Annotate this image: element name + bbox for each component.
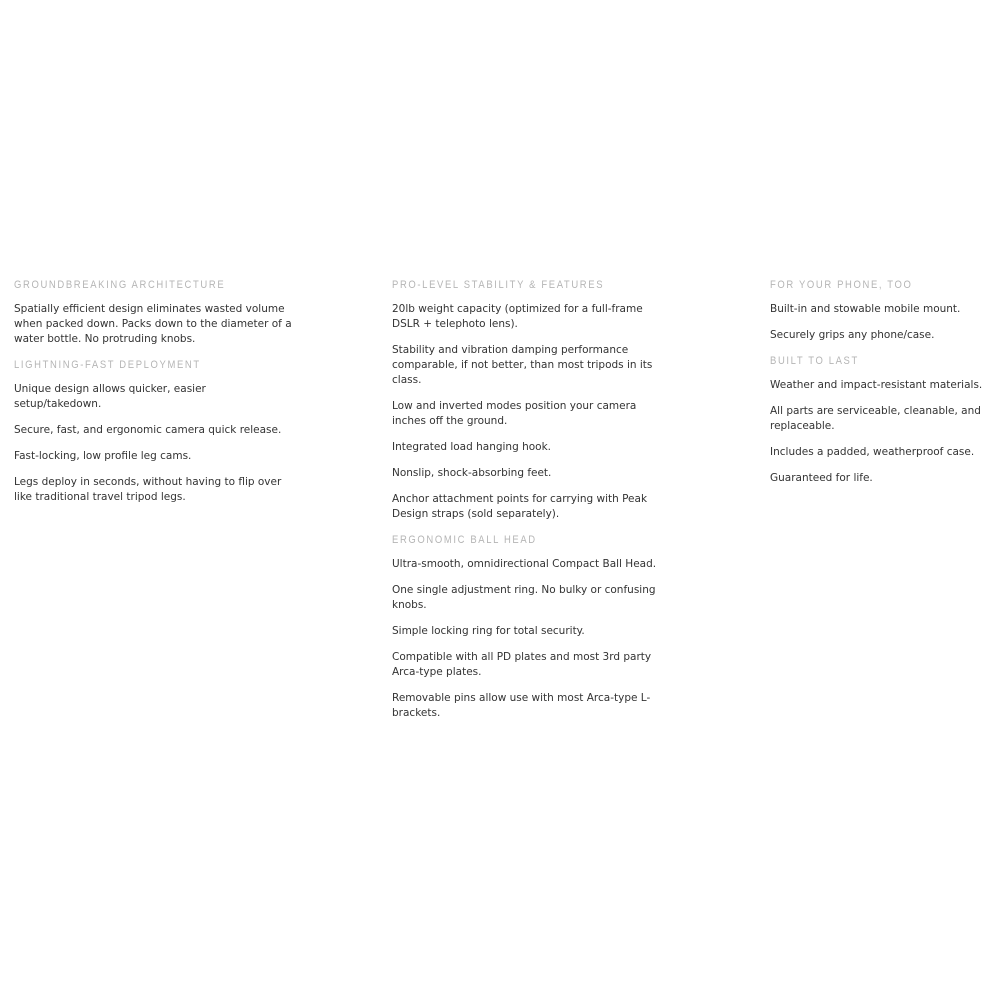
feature-item: Unique design allows quicker, easier setup/takedown.: [14, 383, 206, 410]
section-for-your-phone: [770, 278, 985, 343]
section-heading: BUILT TO LAST: [770, 355, 859, 367]
feature-item: Includes a padded, weatherproof case.: [770, 446, 975, 458]
feature-item: One single adjustment ring. No bulky or confusing knobs.: [392, 584, 656, 611]
feature-item: Built-in and stowable mobile mount.: [770, 303, 961, 315]
feature-item: All parts are serviceable, cleanable, and replaceable.: [770, 405, 981, 432]
feature-item: Weather and impact-resistant materials.: [770, 379, 983, 391]
feature-item: Legs deploy in seconds, without having to flip over like traditional travel tripod legs.: [14, 476, 282, 503]
section-heading: GROUNDBREAKING ARCHITECTURE: [14, 279, 226, 291]
features-column-1: [14, 278, 294, 516]
feature-item: Simple locking ring for total security.: [392, 625, 585, 637]
feature-item: Low and inverted modes position your camera inches off the ground.: [392, 400, 637, 427]
feature-item: Ultra-smooth, omnidirectional Compact Ball Head.: [392, 558, 657, 570]
features-column-2: [392, 278, 667, 732]
feature-item: Removable pins allow use with most Arca-type L-brackets.: [392, 692, 651, 719]
feature-item: Secure, fast, and ergonomic camera quick release.: [14, 424, 282, 436]
feature-item: Compatible with all PD plates and most 3rd party Arca-type plates.: [392, 651, 652, 678]
section-lightning-fast-deployment: [14, 358, 294, 505]
section-groundbreaking-architecture: [14, 278, 294, 347]
feature-item: 20lb weight capacity (optimized for a full-frame DSLR + telephoto lens).: [392, 303, 643, 330]
section-heading: PRO-LEVEL STABILITY & FEATURES: [392, 279, 605, 291]
feature-item: Nonslip, shock-absorbing feet.: [392, 467, 552, 479]
section-built-to-last: [770, 354, 985, 486]
feature-item: Integrated load hanging hook.: [392, 441, 552, 453]
feature-item: Fast-locking, low profile leg cams.: [14, 450, 192, 462]
feature-item: Spatially efficient design eliminates wasted volume when packed down. Packs down to the diameter of a water bottle. No protruding knobs.: [14, 303, 292, 345]
section-pro-level-stability: [392, 278, 667, 522]
features-column-3: [770, 278, 985, 497]
section-heading: ERGONOMIC BALL HEAD: [392, 534, 537, 546]
section-ergonomic-ball-head: [392, 533, 667, 721]
section-heading: LIGHTNING-FAST DEPLOYMENT: [14, 359, 201, 371]
feature-item: Guaranteed for life.: [770, 472, 873, 484]
feature-item: Securely grips any phone/case.: [770, 329, 935, 341]
feature-item: Anchor attachment points for carrying with Peak Design straps (sold separately).: [392, 493, 648, 520]
section-heading: FOR YOUR PHONE, TOO: [770, 279, 913, 291]
feature-item: Stability and vibration damping performance comparable, if not better, than most tripods in its class.: [392, 344, 653, 386]
